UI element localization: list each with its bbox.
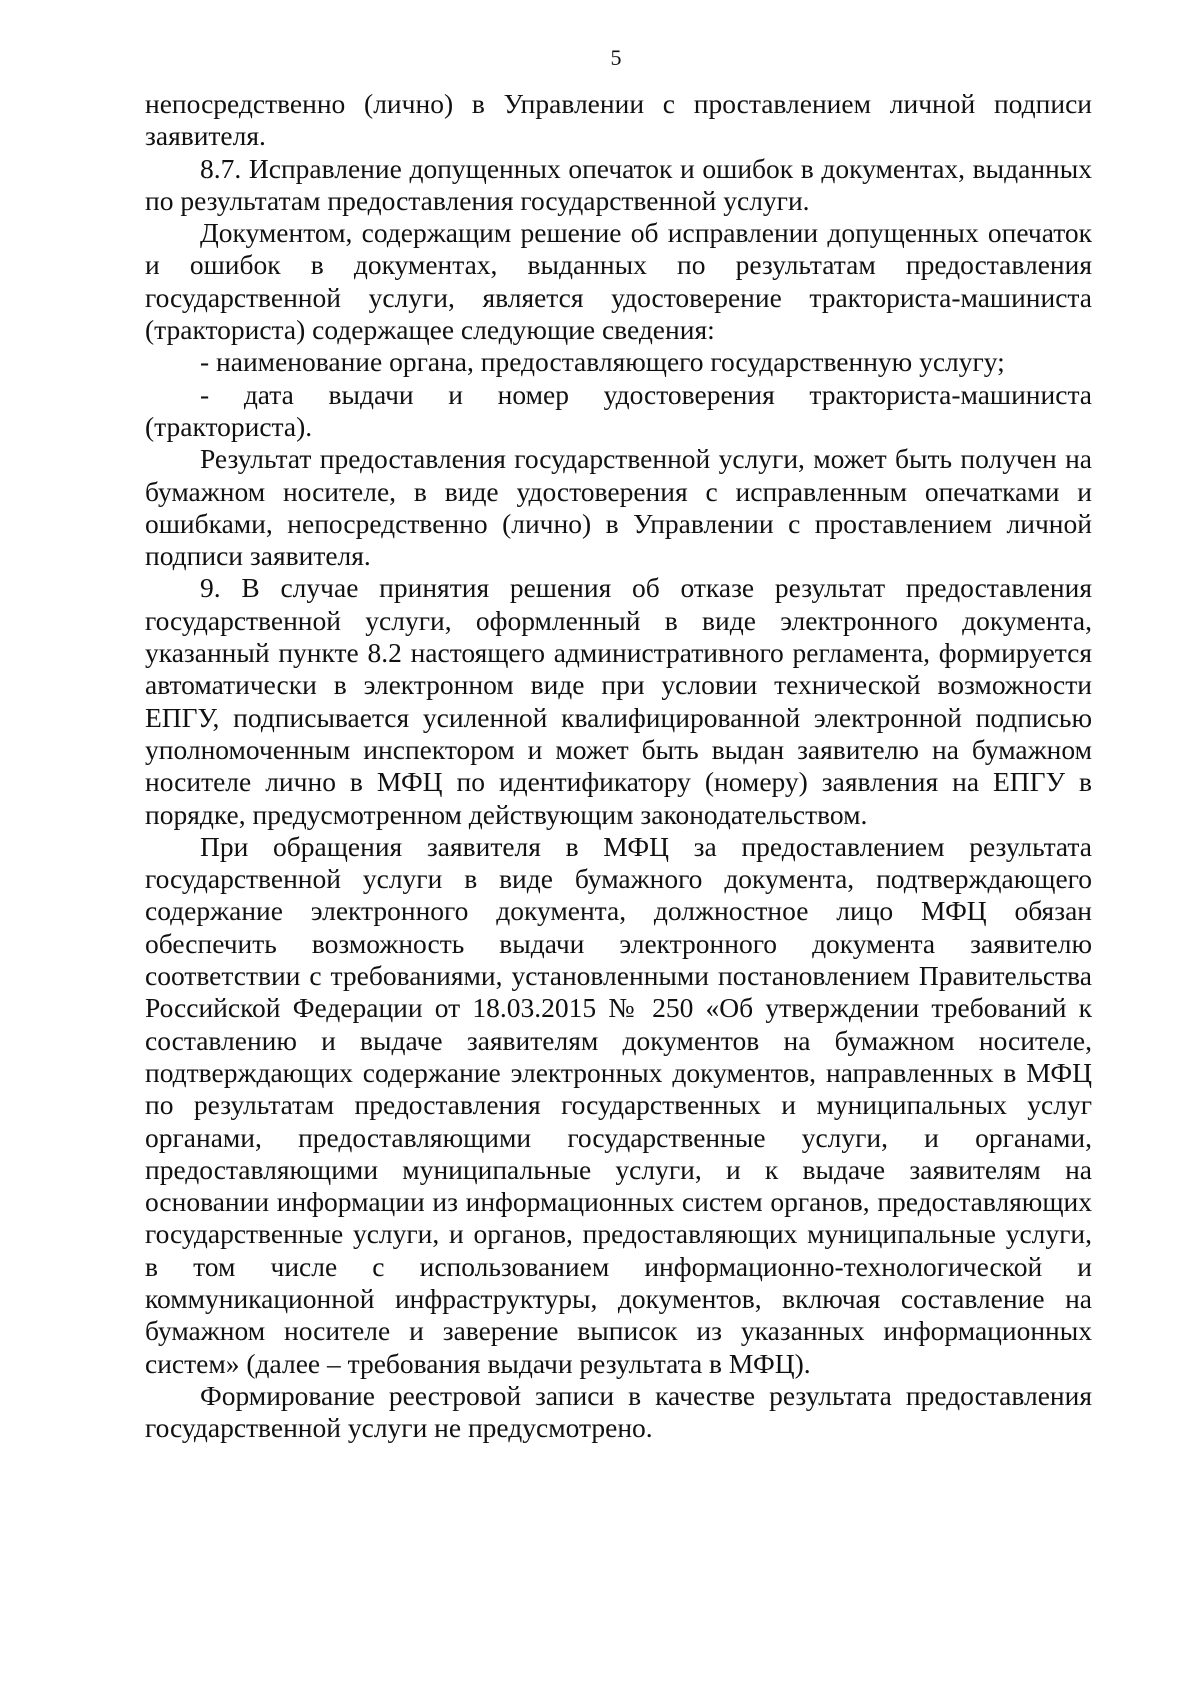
document-body — [145, 88, 1092, 1444]
paragraph-8-7: 8.7. Исправление допущенных опечаток и ошибок в документах, выданных по результатам предоставления государственной услуги. — [145, 152, 1092, 216]
paragraph-correction-document: Документом, содержащим решение об исправлении допущенных опечаток и ошибок в документах, выданных по результатам предоставления государственной услуги, является удостоверение тракториста-машиниста (тракториста) содержащее следующие сведения: — [145, 217, 1092, 346]
list-item-authority-name: - наименование органа, предоставляющего государственную услугу; — [200, 346, 1005, 378]
paragraph-result-paper: Результат предоставления государственной услуги, может быть получен на бумажном носителе, в виде удостоверения с исправленным опечатками и ошибками, непосредственно (лично) в Управлении с проставлением личной подписи заявителя. — [145, 443, 1092, 572]
page-number: 5 — [610, 45, 622, 70]
paragraph-9: 9. В случае принятия решения об отказе результат предоставления государственной услуги, оформленный в виде электронного документа, указанный пункте 8.2 настоящего административного регламента, формируется автоматически в электронном виде при условии технической возможности ЕПГУ, подписывается усиленной квалифицированной электронной подписью уполномоченным инспектором и может быть выдан заявителю на бумажном носителе лично в МФЦ по идентификатору (номеру) заявления на ЕПГУ в порядке, предусмотренном действующим законодательством. — [145, 572, 1092, 830]
paragraph-mfc-request: При обращения заявителя в МФЦ за предоставлением результата государственной услуги в виде бумажного документа, подтверждающего содержание электронного документа, должностное лицо МФЦ обязан обеспечить возможность выдачи электронного документа заявителю соответствии с требованиями, установленными постановлением Правительства Российской Федерации от 18.03.2015 № 250 «Об утверждении требований к составлению и выдаче заявителям документов на бумажном носителе, подтверждающих содержание электронных документов, направленных в МФЦ по результатам предоставления государственных и муниципальных услуг органами, предоставляющими государственные услуги, и органами, предоставляющими муниципальные услуги, и к выдаче заявителям на основании информации из информационных систем органов, предоставляющих государственные услуги, и органов, предоставляющих муниципальные услуги, в том числе с использованием информационно-технологической и коммуникационной инфраструктуры, документов, включая составление на бумажном носителе и заверение выписок из указанных информационных систем» (далее – требования выдачи результата в МФЦ). — [145, 830, 1092, 1379]
paragraph-registry-entry: Формирование реестровой записи в качестве результата предоставления государственной услуги не предусмотрено. — [145, 1379, 1092, 1444]
paragraph-continuation: непосредственно (лично) в Управлении с проставлением личной подписи заявителя. — [145, 88, 1092, 152]
list-item-issue-date: - дата выдачи и номер удостоверения тракториста-машиниста (тракториста). — [145, 378, 1092, 442]
